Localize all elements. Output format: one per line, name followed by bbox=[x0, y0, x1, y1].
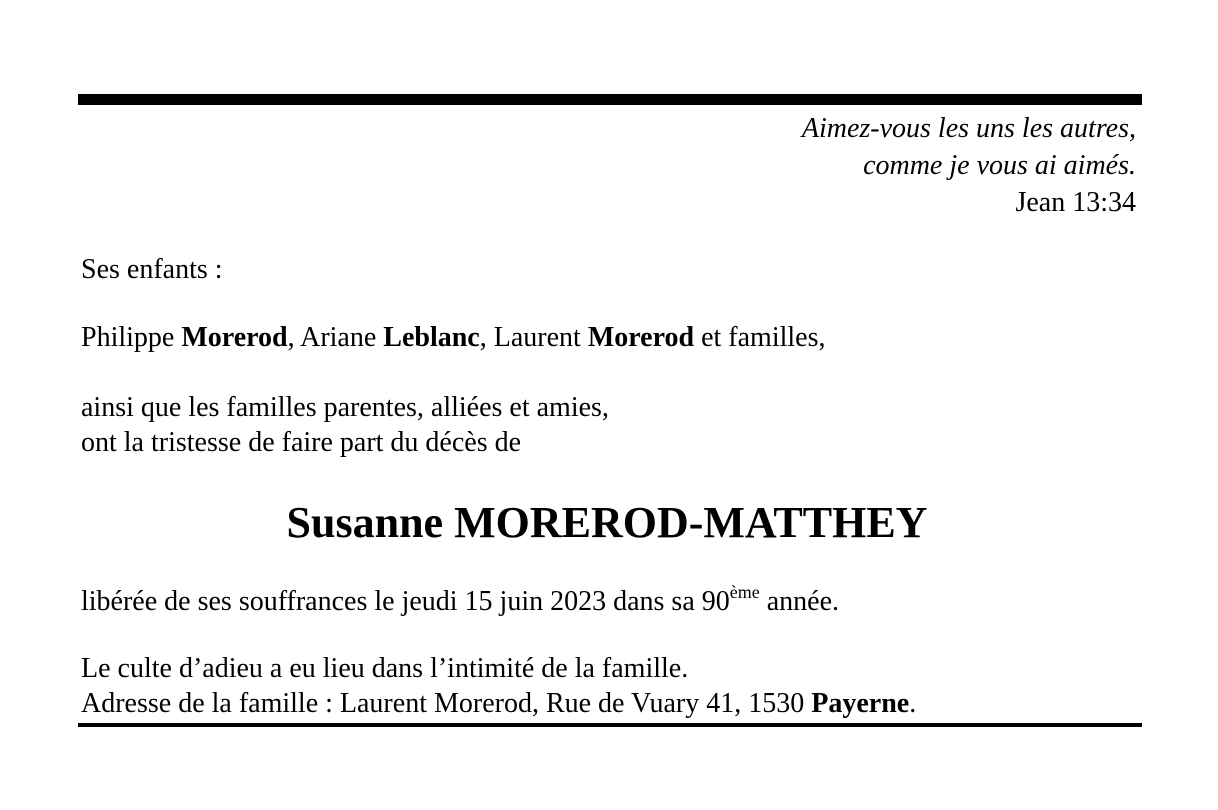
verse-reference: Jean 13:34 bbox=[1015, 187, 1136, 218]
address-text: Adresse de la famille : Laurent Morerod, Rue de Vuary 41, 1530 bbox=[81, 688, 812, 719]
bottom-rule bbox=[78, 723, 1142, 727]
death-text: libérée de ses souffrances le jeudi 15 juin 2023 dans sa 90 bbox=[81, 586, 730, 617]
bible-verse bbox=[802, 110, 1136, 221]
address-city: Payerne bbox=[811, 688, 910, 719]
child-last-name: Leblanc bbox=[383, 322, 480, 353]
child-last-name: Morerod bbox=[181, 322, 288, 353]
child-first-name: Philippe bbox=[81, 322, 175, 353]
death-date-line bbox=[81, 584, 839, 619]
deceased-name bbox=[0, 497, 1218, 549]
deceased-name-text: Susanne MOREROD-MATTHEY bbox=[286, 498, 928, 547]
child-first-name: Ariane bbox=[300, 322, 377, 353]
and-families: et familles, bbox=[694, 322, 826, 353]
separator: , bbox=[479, 322, 487, 353]
family-address bbox=[81, 686, 916, 721]
ordinal-suffix: ème bbox=[729, 582, 760, 602]
relatives-line-1: ainsi que les familles parentes, alliées et amies, bbox=[81, 392, 609, 423]
relatives-line-2: ont la tristesse de faire part du décès de bbox=[81, 427, 522, 458]
death-text-end: année. bbox=[759, 586, 840, 617]
separator: , bbox=[287, 322, 295, 353]
children-list bbox=[81, 320, 826, 355]
address-end: . bbox=[909, 688, 917, 719]
child-first-name: Laurent bbox=[493, 322, 581, 353]
verse-line-1: Aimez-vous les uns les autres, bbox=[801, 113, 1136, 144]
verse-line-2: comme je vous ai aimés. bbox=[863, 150, 1136, 181]
child-last-name: Morerod bbox=[587, 322, 695, 353]
funeral-note: Le culte d’adieu a eu lieu dans l’intimité de la famille. bbox=[81, 653, 689, 684]
top-rule bbox=[78, 94, 1142, 105]
children-heading: Ses enfants : bbox=[81, 254, 223, 285]
